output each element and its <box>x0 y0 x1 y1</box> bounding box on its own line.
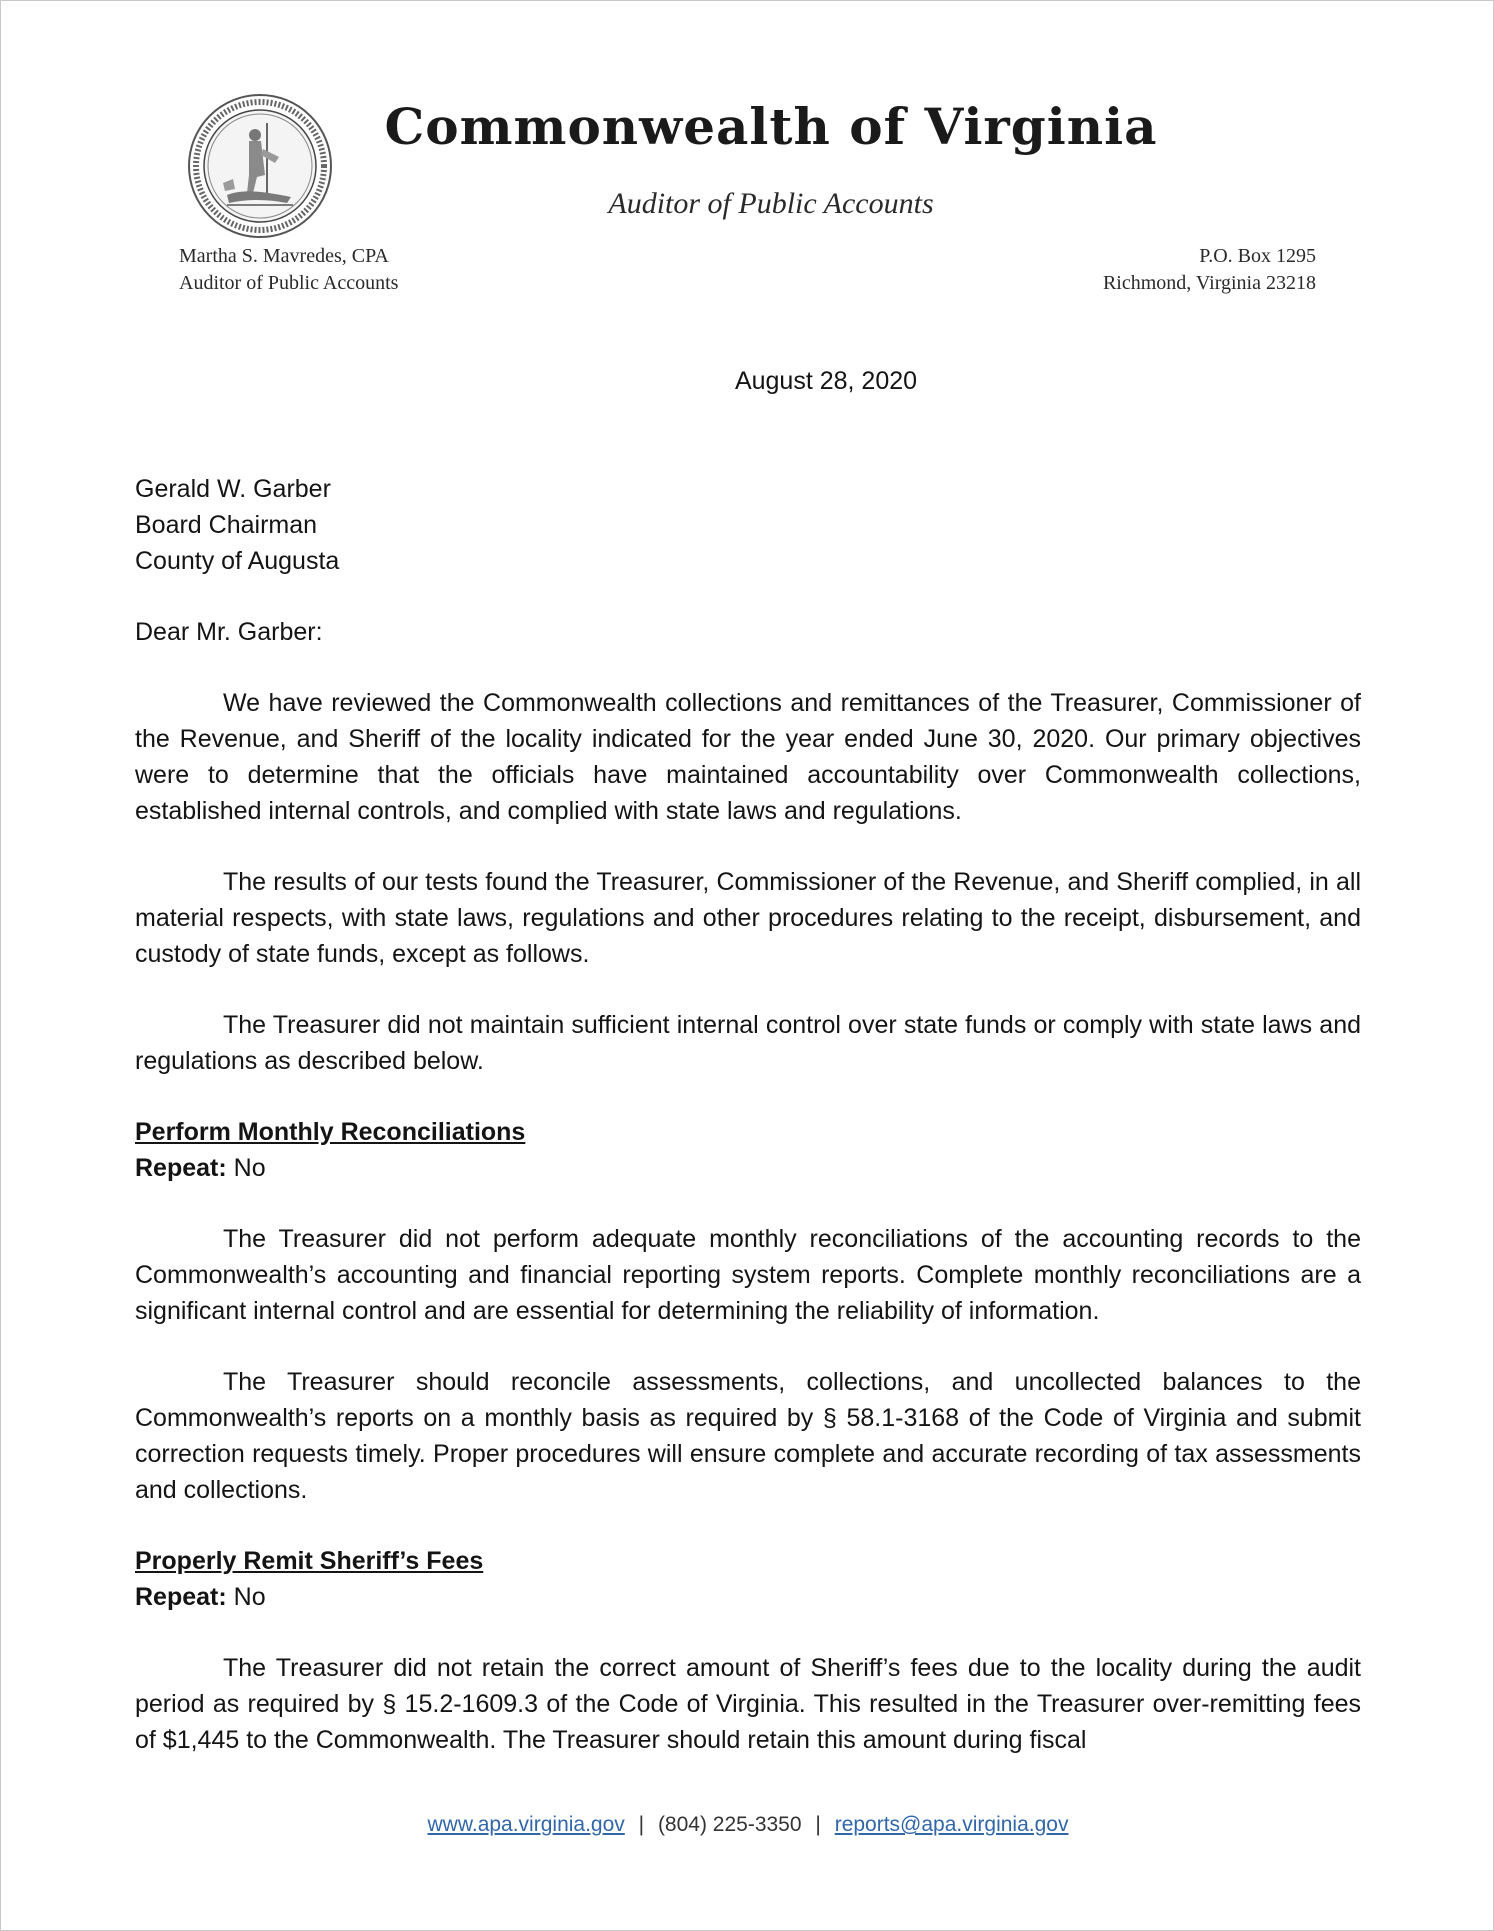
paragraph: The Treasurer did not maintain sufficient internal control over state funds or comply with state laws and regulations as described below. <box>135 1011 1361 1075</box>
website-link[interactable]: www.apa.virginia.gov <box>427 1813 625 1836</box>
auditor-block <box>179 243 398 297</box>
recipient-organization: County of Augusta <box>135 547 340 575</box>
po-box: P.O. Box 1295 <box>1199 245 1316 267</box>
recipient-title: Board Chairman <box>135 511 318 539</box>
paragraph: The Treasurer should reconcile assessments, collections, and uncollected balances to the Commonwealth’s reports on a monthly basis as required by § 58.1-3168 of the Code of Virginia and submit correction requests timely. Proper procedures will ensure complete and accurate recording of tax assessments and collections. <box>135 1368 1361 1504</box>
recipient-name: Gerald W. Garber <box>135 475 331 503</box>
auditor-title: Auditor of Public Accounts <box>179 272 399 294</box>
city-state-zip: Richmond, Virginia 23218 <box>1102 272 1316 294</box>
letter-date: August 28, 2020 <box>734 367 918 395</box>
organization-subtitle: Auditor of Public Accounts <box>608 187 934 220</box>
organization-title: Commonwealth of Virginia <box>384 97 1158 156</box>
paragraph: The Treasurer did not perform adequate monthly reconciliations of the accounting records to the Commonwealth’s accounting and financial reporting system reports. Complete monthly reconciliations are a significant internal control and are essential for determining the reliability of information. <box>135 1225 1361 1325</box>
auditor-name: Martha S. Mavredes, CPA <box>179 245 389 267</box>
recipient-address <box>135 471 1361 579</box>
paragraph: The results of our tests found the Treasurer, Commissioner of the Revenue, and Sheriff complied, in all material respects, with state laws, regulations and other procedures relating to the receipt, disbursement, and custody of state funds, except as follows. <box>135 868 1361 968</box>
finding-repeat: Repeat: No <box>135 1583 266 1611</box>
salutation: Dear Mr. Garber: <box>135 618 323 646</box>
mailing-address-block <box>1103 243 1316 297</box>
paragraph: We have reviewed the Commonwealth collections and remittances of the Treasurer, Commissioner of the Revenue, and Sheriff of the locality indicated for the year ended June 30, 2020. Our primary objectives were to determine that the officials have maintained accountability over Commonwealth collections, established internal controls, and complied with state laws and regulations. <box>135 689 1361 825</box>
footer-separator: | <box>638 1813 645 1836</box>
letter-body <box>135 471 1361 1793</box>
finding-heading: Properly Remit Sheriff’s Fees <box>135 1547 484 1575</box>
footer <box>1 1813 1494 1837</box>
footer-separator: | <box>815 1813 821 1836</box>
finding-heading: Perform Monthly Reconciliations <box>135 1118 526 1146</box>
email-link[interactable]: reports@apa.virginia.gov <box>834 1813 1069 1836</box>
phone-number: (804) 225-3350 <box>657 1813 802 1836</box>
finding-repeat: Repeat: No <box>135 1154 266 1182</box>
paragraph: The Treasurer did not retain the correct amount of Sheriff’s fees due to the locality during the audit period as required by § 15.2-1609.3 of the Code of Virginia. This resulted in the Treasurer over-remitting fees of $1,445 to the Commonwealth. The Treasurer should retain this amount during fiscal <box>135 1654 1361 1754</box>
